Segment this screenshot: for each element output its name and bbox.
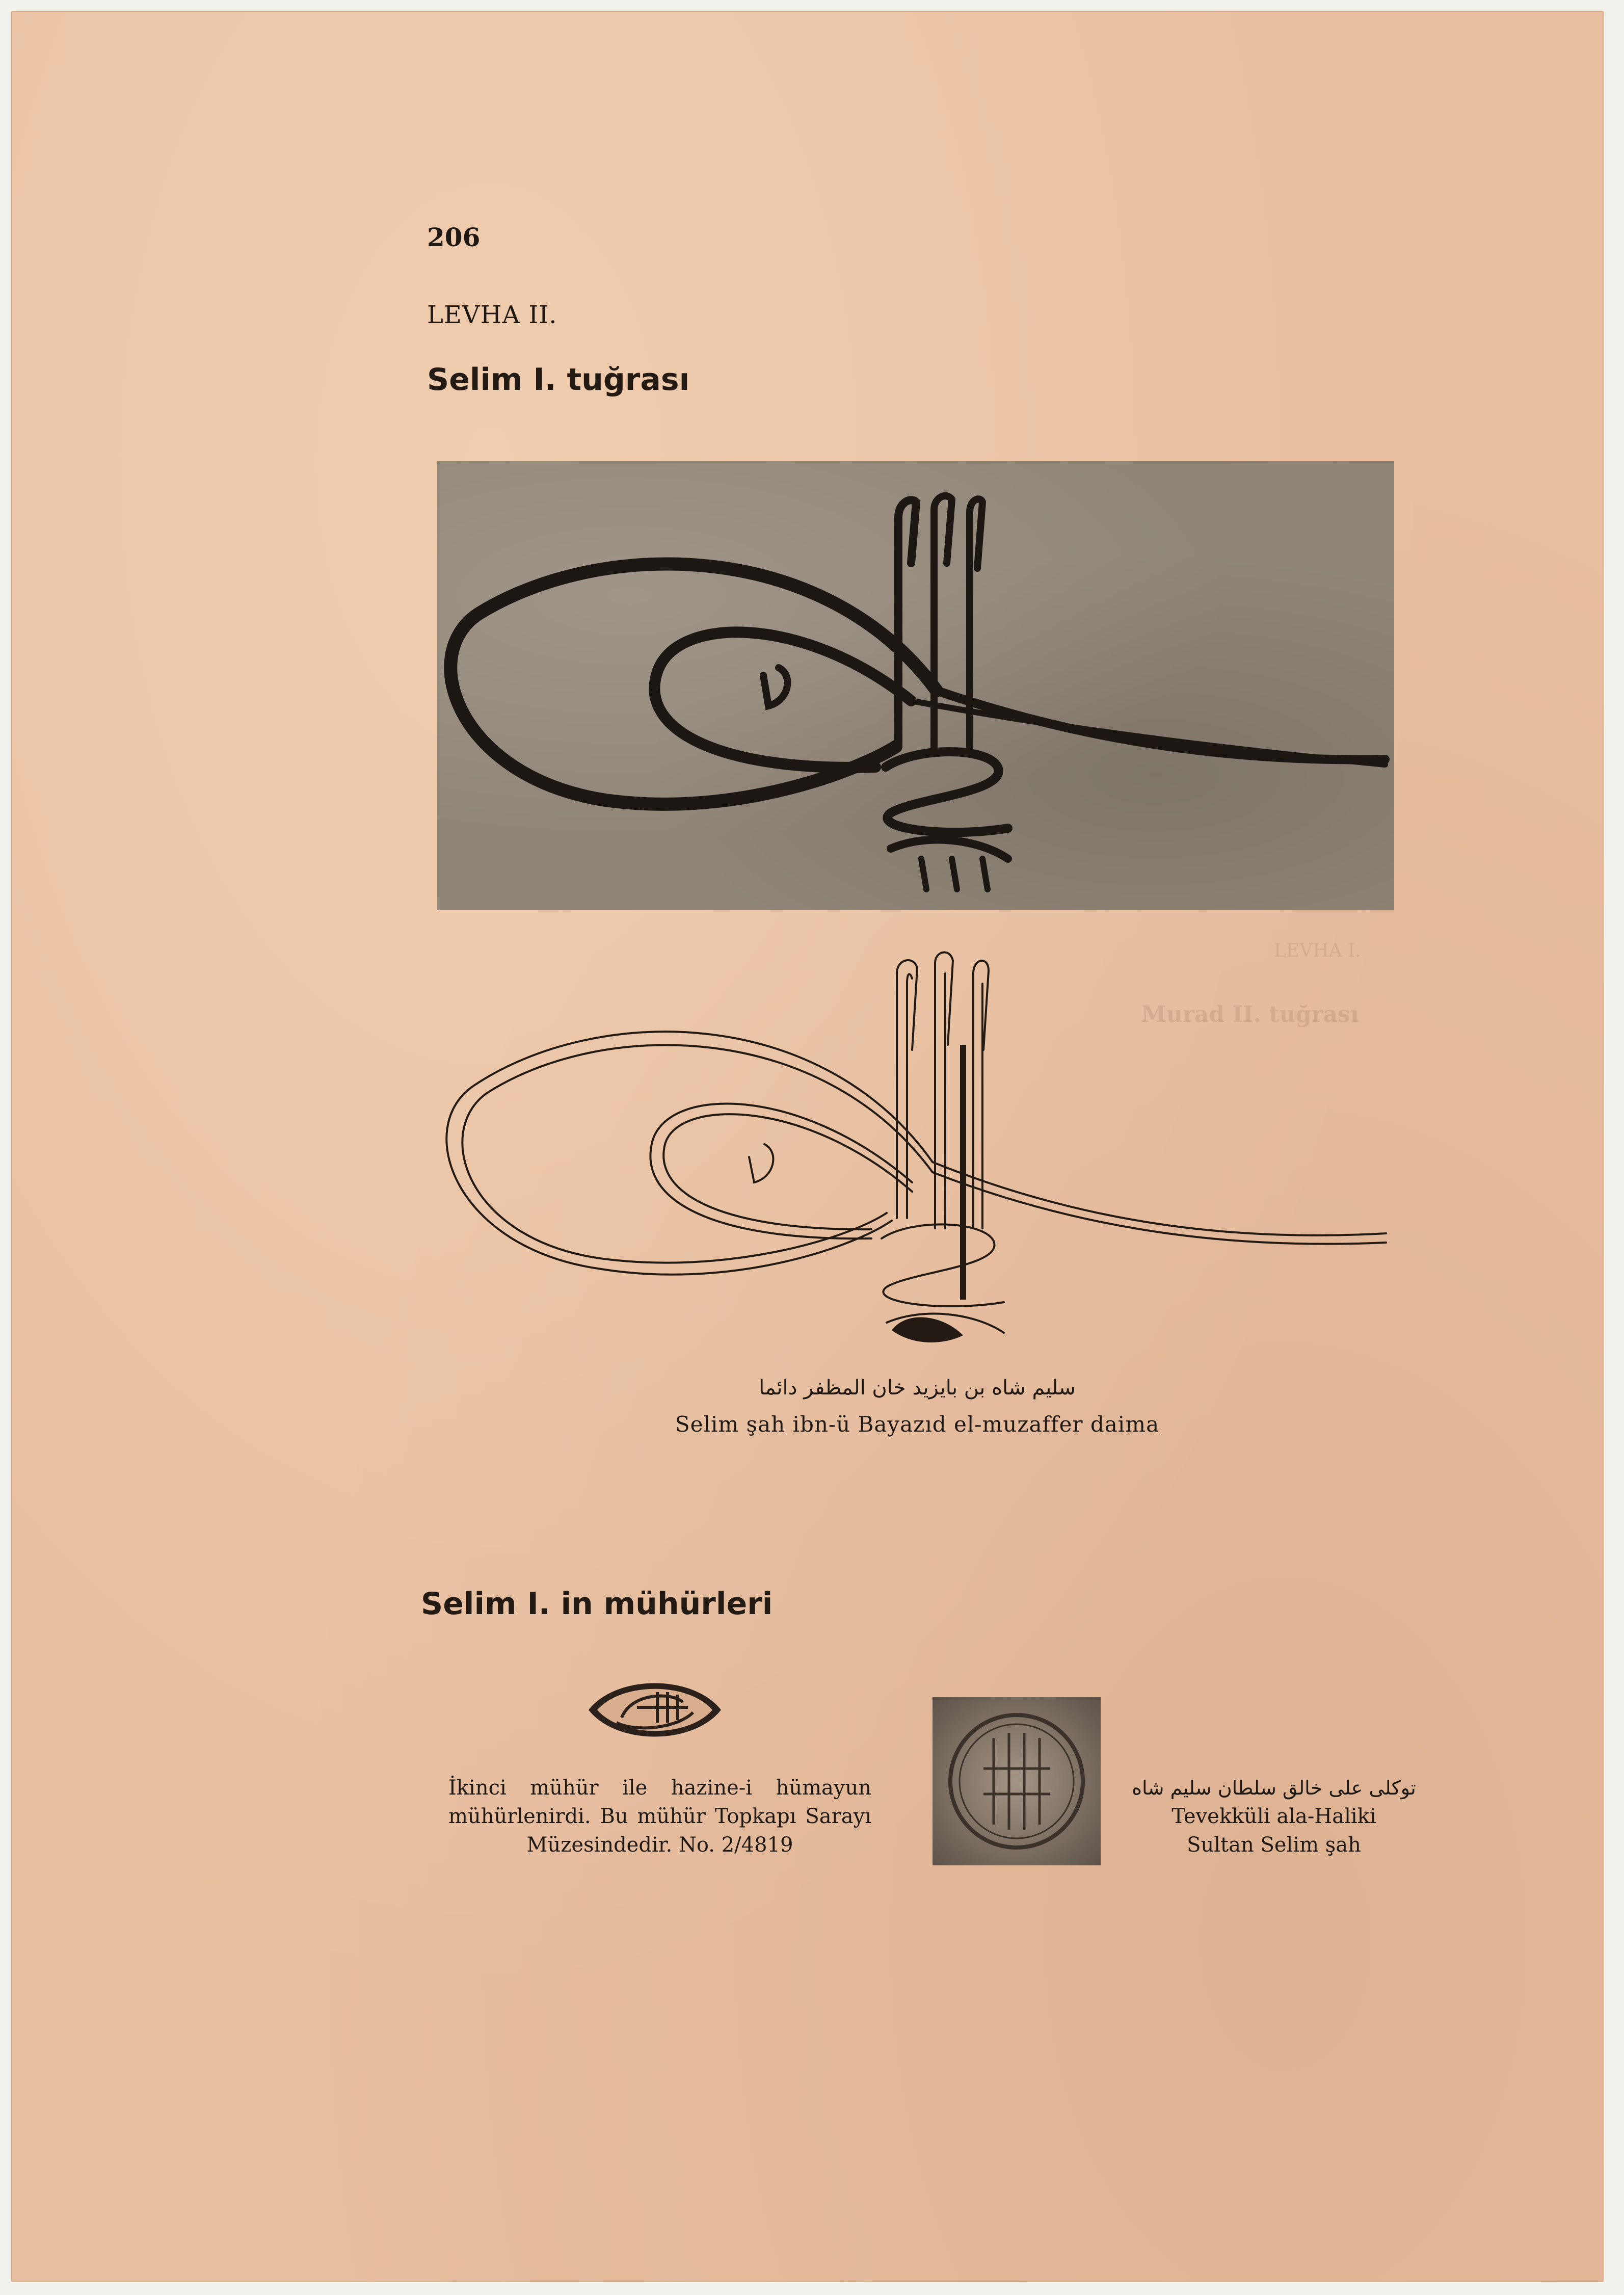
bleed-through-title: Murad II. tuğrası xyxy=(1141,1001,1359,1027)
tugra-drawing-outline xyxy=(433,943,1391,1391)
tugra-line-drawing xyxy=(433,943,1391,1391)
seals-section-title: Selim I. in mühürleri xyxy=(421,1586,773,1622)
plate-label: LEVHA II. xyxy=(427,301,557,329)
bleed-through-plate-label: LEVHA I. xyxy=(1274,940,1361,961)
first-seal-caption: İkinci mühür ile hazine-i hümayun mühürlenirdi. Bu mühür Topkapı Sarayı Müzesindedir. No. 2/4819 xyxy=(448,1776,871,1857)
oval-seal xyxy=(586,1672,724,1748)
tugra-transliteration-caption: Selim şah ibn-ü Bayazıd el-muzaffer daima xyxy=(675,1412,1160,1437)
second-seal-arabic-legend: توكلى على خالق سلطان سليم شاه xyxy=(1132,1777,1416,1799)
tugra-photograph xyxy=(437,461,1394,910)
second-seal-caption xyxy=(1131,1774,1417,1859)
square-seal-impression xyxy=(933,1697,1101,1865)
page-number: 206 xyxy=(427,222,481,252)
second-seal-legend-line1: Tevekküli ala-Haliki xyxy=(1172,1805,1376,1828)
second-seal-legend-line2: Sultan Selim şah xyxy=(1187,1833,1361,1857)
tugra-section-title: Selim I. tuğrası xyxy=(427,362,690,398)
oval-seal-drawing xyxy=(586,1672,724,1748)
square-seal-photograph xyxy=(933,1697,1101,1865)
tugra-arabic-caption: سليم شاه بن بايزيد خان المظفر دائما xyxy=(759,1376,1076,1400)
tugra-photo-calligraphy xyxy=(437,461,1394,910)
